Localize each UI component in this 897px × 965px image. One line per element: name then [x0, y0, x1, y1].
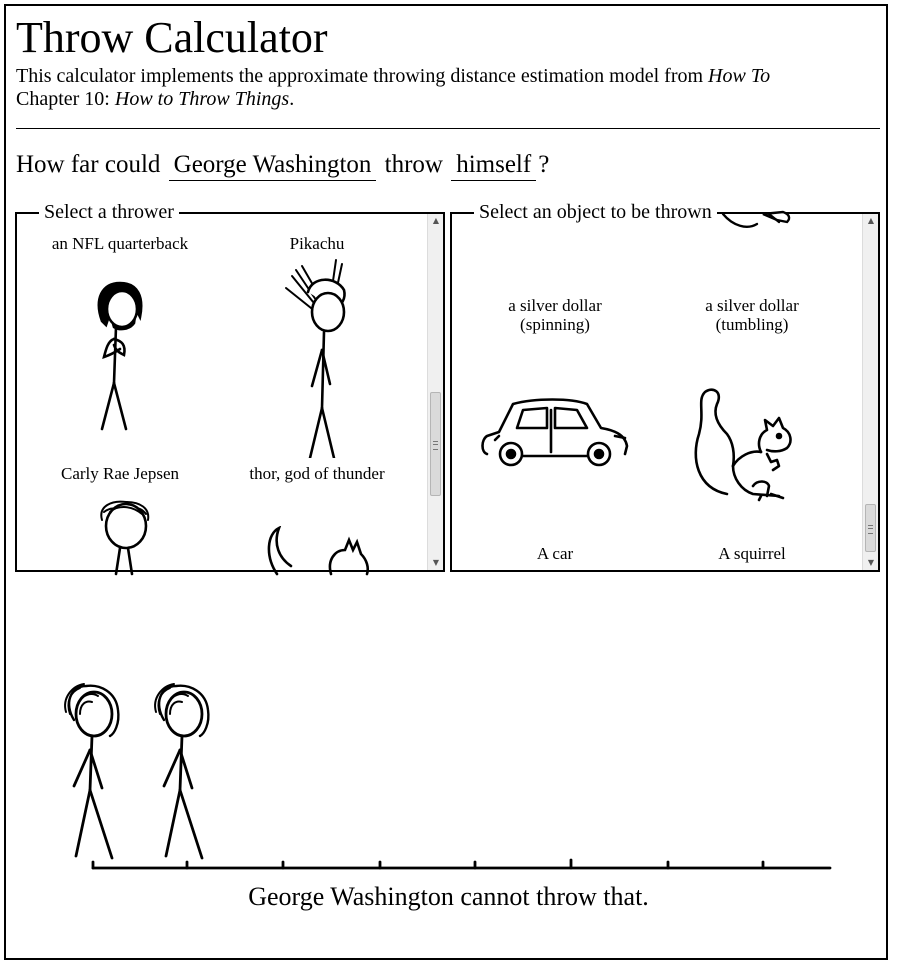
partial-object-icon [717, 208, 807, 238]
chapter-title: How to Throw Things [114, 88, 290, 110]
nfl-quarterback-figure-icon [80, 279, 160, 439]
object-panel-legend: Select an object to be thrown [474, 199, 717, 225]
thor-figure-icon [257, 526, 377, 576]
object-option-silver-dollar-spinning[interactable]: a silver dollar (spinning) [455, 296, 655, 546]
thrower-panel [15, 201, 445, 572]
book-title: How To [708, 65, 771, 87]
throw-scene [50, 670, 850, 880]
result-message: George Washington cannot throw that. [248, 882, 649, 911]
intro-text: This calculator implements the approximate throwing distance estimation model from How To Chapter 10: How to Throw Things. [16, 65, 771, 110]
scroll-thumb[interactable] [865, 504, 876, 552]
scroll-down-icon[interactable]: ▼ [867, 558, 875, 567]
object-scrollbar[interactable] [862, 214, 878, 570]
object-option-squirrel[interactable]: A squirrel [718, 544, 786, 563]
george-washington-thrower-figure-icon [65, 684, 118, 858]
pikachu-winged-helmet-figure-icon [272, 258, 362, 458]
thrower-option-pikachu[interactable]: Pikachu [217, 234, 417, 459]
carly-rae-jepsen-figure-icon [90, 498, 160, 578]
divider [16, 128, 880, 129]
object-option-silver-dollar-tumbling[interactable]: a silver dollar (tumbling) [652, 296, 852, 546]
scroll-down-icon[interactable]: ▼ [432, 558, 440, 567]
george-washington-thrown-figure-icon [155, 684, 208, 858]
question-sentence: How far could George Washington throw himself ? [16, 148, 549, 182]
object-panel [450, 201, 880, 572]
thrower-option-carly-rae-jepsen[interactable]: Carly Rae Jepsen [20, 464, 220, 569]
distance-ruler [93, 860, 830, 868]
selected-thrower: George Washington [169, 150, 377, 181]
squirrel-icon [687, 382, 817, 502]
scroll-up-icon[interactable]: ▲ [432, 216, 440, 225]
object-option-car[interactable]: A car [536, 544, 574, 563]
car-icon [475, 396, 635, 476]
thrower-scrollbar[interactable] [427, 214, 443, 570]
thrower-panel-legend: Select a thrower [39, 199, 179, 225]
scroll-thumb[interactable] [430, 392, 441, 496]
page-title: Throw Calculator [16, 13, 328, 62]
selected-object: himself [451, 150, 536, 181]
thrower-option-nfl-quarterback[interactable]: an NFL quarterback [20, 234, 220, 459]
thrower-option-thor[interactable]: thor, god of thunder [217, 464, 417, 569]
scroll-up-icon[interactable]: ▲ [867, 216, 875, 225]
